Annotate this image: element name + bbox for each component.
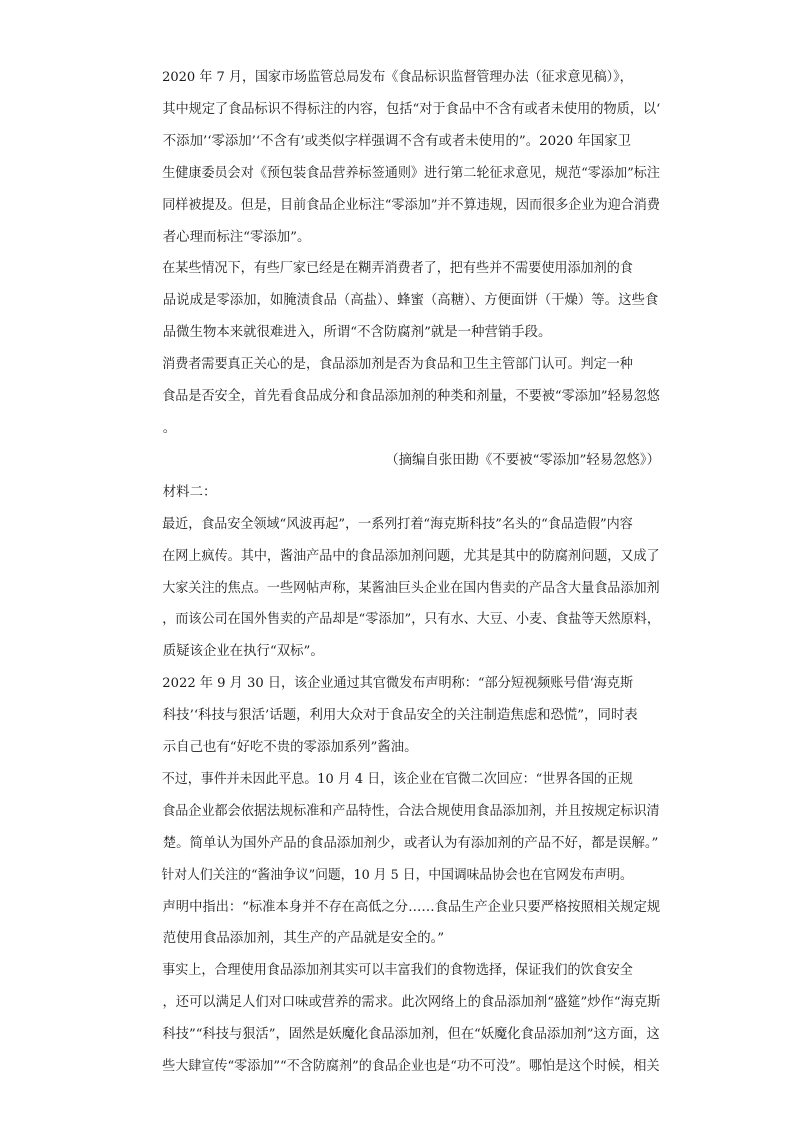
text-line: 品微生物本来就很难进入，所谓“不含防腐剂”就是一种营销手段。 bbox=[162, 325, 552, 341]
text-line: 事实上，合理使用食品添加剂其实可以丰富我们的食物选择，保证我们的饮食安全 bbox=[162, 963, 633, 979]
text-line: 食品企业都会依据法规标准和产品特性，合法合规使用食品添加剂，并且按规定标识清 bbox=[162, 803, 660, 819]
text-line: 针对人们关注的“酱油争议”问题，10 月 5 日，中国调味品协会也在官网发布声明。 bbox=[161, 867, 633, 883]
text-line: 消费者需要真正关心的是，食品添加剂是否为食品和卫生主管部门认可。判定一种 bbox=[162, 357, 633, 373]
text-line: 2020 年 7 月，国家市场监管总局发布《食品标识监督管理办法（征求意见稿）》， bbox=[162, 70, 633, 85]
text-line: 同样被提及。但是，目前食品企业标注“零添加”并不算违规，因而很多企业为迎合消费 bbox=[162, 197, 660, 213]
text-line: 科技”“科技与狠活”，固然是妖魔化食品添加剂，但在“妖魔化食品添加剂”这方面，这 bbox=[162, 1027, 660, 1043]
text-line: 些大肆宣传“零添加”“不含防腐剂”的食品企业也是“功不可没”。哪怕是这个时候，相关 bbox=[162, 1059, 660, 1075]
paragraph bbox=[136, 349, 660, 445]
paragraph bbox=[136, 860, 660, 956]
paragraph bbox=[136, 668, 660, 764]
text-line: 者心理而标注“零添加”。 bbox=[162, 229, 311, 245]
text-line: 最近，食品安全领域“风波再起”，一系列打着“海克斯科技”名头的“食品造假”内容 bbox=[162, 516, 633, 532]
text-line: 食品是否安全，首先看食品成分和食品添加剂的种类和剂量，不要被“零添加”轻易忽悠 bbox=[162, 389, 660, 405]
text-line: 质疑该企业在执行“双标”。 bbox=[162, 644, 324, 660]
text-line: ，还可以满足人们对口味或营养的需求。此次网络上的食品添加剂“盛筵”炒作“海克斯 bbox=[162, 995, 661, 1011]
paragraph bbox=[136, 477, 660, 509]
text-line: 品说成是零添加，如腌渍食品（高盐）、蜂蜜（高糖）、方便面饼（干燥）等。这些食 bbox=[162, 293, 659, 309]
text-line: 在网上疯传。其中，酱油产品中的食品添加剂问题，尤其是其中的防腐剂问题，又成了 bbox=[162, 548, 660, 564]
text-line: 范使用食品添加剂，其生产的产品就是安全的。” bbox=[162, 931, 445, 947]
text-line: 楚。简单认为国外产品的食品添加剂少，或者认为有添加剂的产品不好，都是误解。” bbox=[162, 835, 659, 851]
paragraph bbox=[136, 253, 660, 349]
paragraph bbox=[136, 955, 660, 1083]
document-body bbox=[136, 62, 660, 1083]
text-line: 科技’‘科技与狠活’话题，利用大众对于食品安全的关注制造焦虑和恐慌”，同时表 bbox=[162, 708, 638, 724]
text-line: 其中规定了食品标识不得标注的内容，包括“对于食品中不含有或者未使用的物质，以‘ bbox=[162, 101, 661, 117]
text-line: 不添加’‘零添加’‘不含有’或类似字样强调不含有或者未使用的”。2020 年国家卫 bbox=[162, 133, 631, 149]
text-line: 2022 年 9 月 30 日，该企业通过其官微发布声明称：“部分短视频账号借‘海克斯 bbox=[162, 676, 634, 692]
text-line: （摘编自张田勘《不要被“零添加”轻易忽悠》） bbox=[385, 452, 660, 468]
text-line: 大家关注的焦点。一些网帖声称，某酱油巨头企业在国内售卖的产品含大量食品添加剂 bbox=[162, 580, 660, 596]
text-line: 示自己也有“好吃不贵的零添加系列”酱油。 bbox=[162, 740, 418, 756]
text-line: 。 bbox=[162, 420, 177, 436]
source-citation bbox=[136, 445, 660, 477]
paragraph bbox=[136, 764, 660, 860]
text-line: 声明中指出：“标准本身并不存在高低之分……食品生产企业只要严格按照相关规定规 bbox=[162, 899, 661, 915]
text-line: 在某些情况下，有些厂家已经是在糊弄消费者了，把有些并不需要使用添加剂的食 bbox=[162, 261, 633, 277]
paragraph bbox=[136, 62, 660, 253]
text-line: ，而该公司在国外售卖的产品却是“零添加”，只有水、大豆、小麦、食盐等天然原料， bbox=[162, 612, 660, 628]
text-line: 生健康委员会对《预包装食品营养标签通则》进行第二轮征求意见，规范“零添加”标注 bbox=[162, 165, 660, 181]
paragraph bbox=[136, 509, 660, 669]
text-line: 不过，事件并未因此平息。10 月 4 日，该企业在官微二次回应：“世界各国的正规 bbox=[161, 771, 633, 787]
text-line: 材料二： bbox=[162, 484, 217, 500]
